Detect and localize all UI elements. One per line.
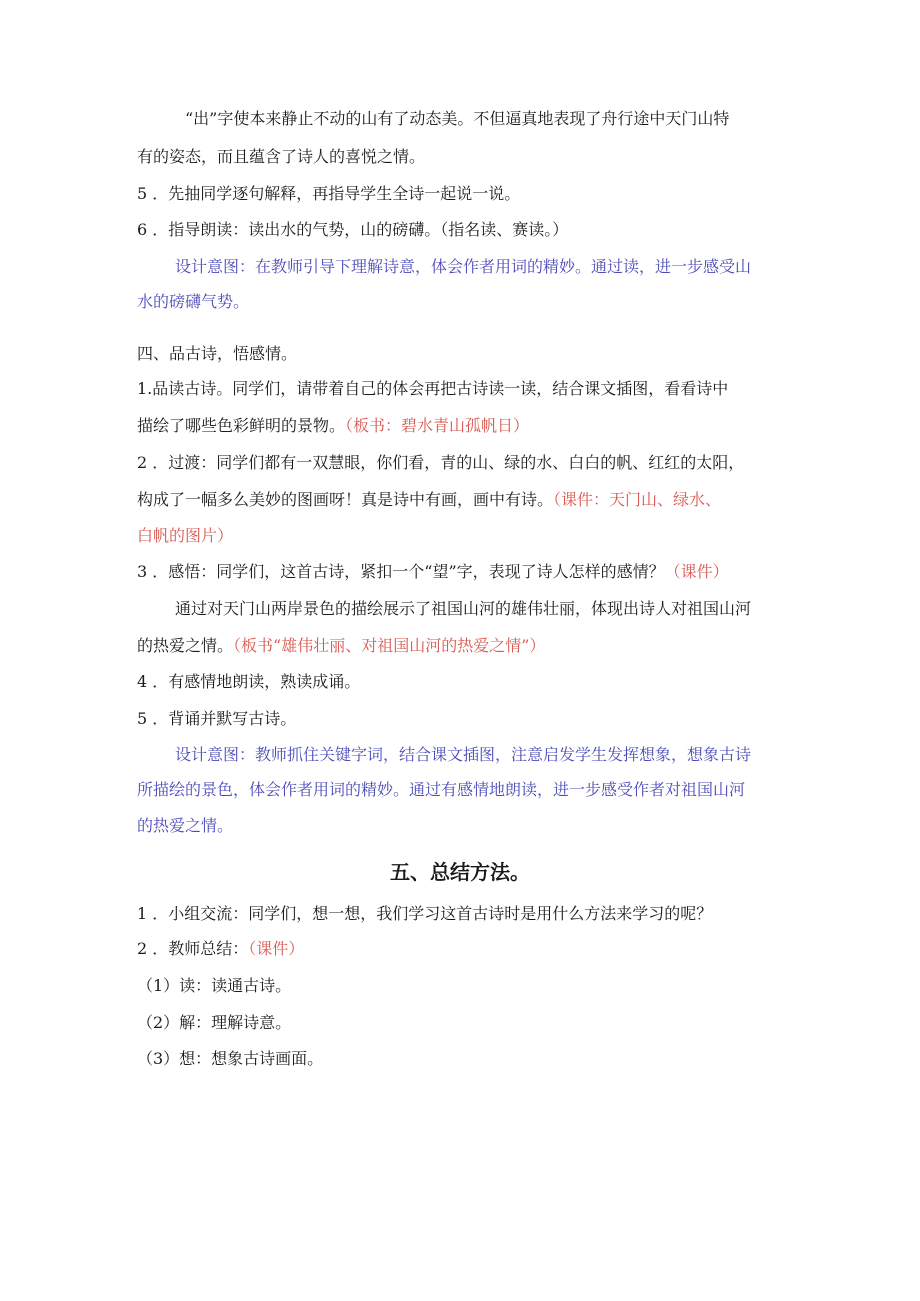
design-intent-line: 所描绘的景色，体会作者用词的精妙。通过有感情地朗读，进一步感受作者对祖国山河 [137,780,746,799]
section-title: 四、品古诗，悟感情。 [137,344,298,363]
courseware-note: （课件） [664,562,729,581]
list-item-continued [137,415,529,437]
paragraph-line: “出”字使本来静止不动的山有了动态美。不但逼真地表现了舟行途中天门山特 [185,109,730,128]
list-item: 5 ．背诵并默写古诗。 [137,709,297,728]
paragraph-line [137,635,545,657]
paragraph-text: 的热爱之情。 [137,636,234,655]
blackboard-note: （板书：碧水青山孤帆日） [345,416,530,435]
courseware-note: （课件） [248,939,305,958]
paragraph-line: 通过对天门山两岸景色的描绘展示了祖国山河的雄伟壮丽，体现出诗人对祖国山河 [175,599,752,618]
design-intent-line: 设计意图：教师抓住关键字词，结合课文插图，注意启发学生发挥想象，想象古诗 [175,745,752,764]
list-item: 6 ．指导朗读：读出水的气势，山的磅礴。（指名读、赛读。） [137,220,569,239]
design-intent-line: 水的磅礴气势。 [137,292,250,311]
section-heading: 五、总结方法。 [390,860,530,884]
list-item-text: 构成了一幅多么美妙的图画呀！真是诗中有画，画中有诗。 [137,490,554,509]
list-item: 5 ．先抽同学逐句解释，再指导学生全诗一起说一说。 [137,184,521,203]
design-intent-line: 的热爱之情。 [137,816,234,835]
list-item: 1 ．小组交流：同学们，想一想，我们学习这首古诗时是用什么方法来学习的呢？ [137,904,713,923]
blackboard-note: （板书“雄伟壮丽、对祖国山河的热爱之情”） [233,636,546,655]
sub-item: （2）解：理解诗意。 [137,1013,292,1032]
list-item-text: 2 ．教师总结： [137,939,249,958]
paragraph-line: 有的姿态，而且蕴含了诗人的喜悦之情。 [137,147,426,166]
list-item: 1.品读古诗。同学们，请带着自己的体会再把古诗读一读，结合课文插图，看看诗中 [137,379,729,398]
courseware-note: 白帆的图片） [137,526,234,545]
list-item-text: 3 ．感悟：同学们，这首古诗，紧扣一个“望”字，表现了诗人怎样的感情？ [137,562,665,581]
list-item [137,938,304,960]
sub-item: （3）想：想象古诗画面。 [137,1049,324,1068]
sub-item: （1）读：读通古诗。 [137,976,292,995]
list-item-continued [137,489,721,511]
design-intent-line: 设计意图：在教师引导下理解诗意，体会作者用词的精妙。通过读，进一步感受山 [175,257,752,276]
list-item [137,561,729,583]
list-item: 4 ．有感情地朗读，熟读成诵。 [137,672,361,691]
list-item: 2 ．过渡：同学们都有一双慧眼，你们看，青的山、绿的水、白白的帆、红红的太阳， [137,453,745,472]
list-item-text: 描绘了哪些色彩鲜明的景物。 [137,416,346,435]
courseware-note: （课件：天门山、绿水、 [553,490,722,509]
